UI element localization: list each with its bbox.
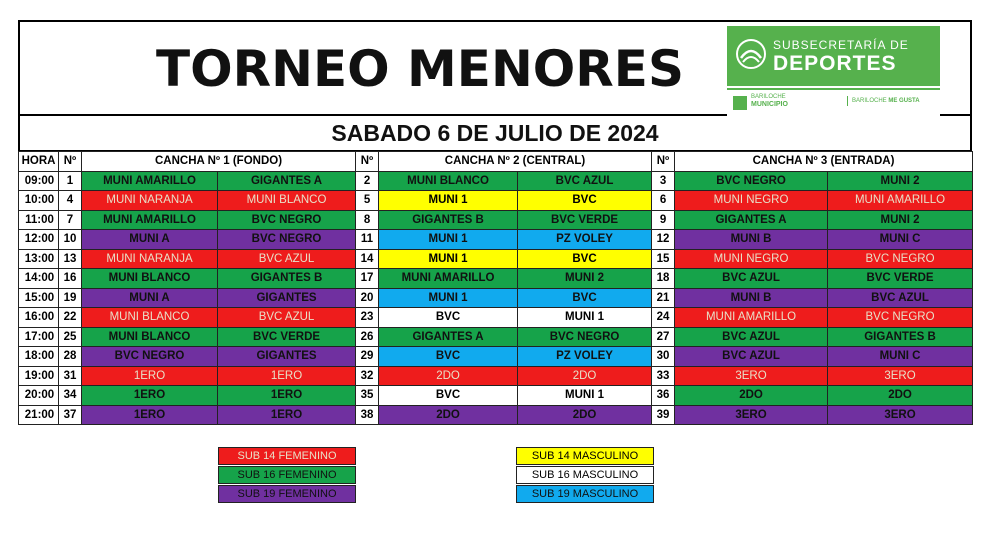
- match-number: 9: [652, 210, 675, 230]
- team-cell: MUNI B: [675, 230, 828, 250]
- header-cancha-2: CANCHA Nº 2 (CENTRAL): [379, 152, 652, 172]
- team-cell: MUNI AMARILLO: [379, 269, 518, 289]
- team-cell: MUNI 2: [518, 269, 652, 289]
- team-cell: MUNI NARANJA: [82, 249, 218, 269]
- team-cell: BVC NEGRO: [828, 308, 973, 328]
- match-number: 13: [59, 249, 82, 269]
- match-number: 21: [652, 288, 675, 308]
- table-row: [19, 210, 973, 230]
- table-row: [19, 308, 973, 328]
- team-cell: BVC: [379, 347, 518, 367]
- team-cell: MUNI BLANCO: [379, 171, 518, 191]
- team-cell: BVC VERDE: [828, 269, 973, 289]
- team-cell: MUNI 1: [379, 191, 518, 211]
- team-cell: MUNI BLANCO: [82, 308, 218, 328]
- time-cell: 18:00: [19, 347, 59, 367]
- legend-item: SUB 14 MASCULINO: [516, 447, 654, 465]
- match-number: 26: [356, 327, 379, 347]
- match-number: 22: [59, 308, 82, 328]
- team-cell: BVC AZUL: [828, 288, 973, 308]
- legend-item: SUB 19 FEMENINO: [218, 485, 356, 503]
- team-cell: MUNI NARANJA: [82, 191, 218, 211]
- team-cell: BVC NEGRO: [518, 327, 652, 347]
- time-cell: 20:00: [19, 386, 59, 406]
- match-number: 38: [356, 405, 379, 425]
- team-cell: BVC NEGRO: [218, 230, 356, 250]
- team-cell: BVC AZUL: [675, 269, 828, 289]
- team-cell: MUNI 1: [518, 386, 652, 406]
- team-cell: BVC AZUL: [518, 171, 652, 191]
- team-cell: GIGANTES: [218, 288, 356, 308]
- team-cell: MUNI 2: [828, 210, 973, 230]
- logo-city: [751, 93, 788, 109]
- legend-item: SUB 16 FEMENINO: [218, 466, 356, 484]
- match-number: 36: [652, 386, 675, 406]
- logo-city-small: BARILOCHE: [751, 94, 786, 100]
- table-row: [19, 269, 973, 289]
- team-cell: MUNI 2: [828, 171, 973, 191]
- team-cell: GIGANTES B: [379, 210, 518, 230]
- time-cell: 15:00: [19, 288, 59, 308]
- match-number: 11: [356, 230, 379, 250]
- header-hora: HORA: [19, 152, 59, 172]
- team-cell: GIGANTES: [218, 347, 356, 367]
- team-cell: 2DO: [379, 366, 518, 386]
- match-number: 7: [59, 210, 82, 230]
- match-number: 24: [652, 308, 675, 328]
- team-cell: BVC AZUL: [675, 327, 828, 347]
- match-number: 23: [356, 308, 379, 328]
- team-cell: 1ERO: [82, 366, 218, 386]
- team-cell: 3ERO: [828, 405, 973, 425]
- time-cell: 16:00: [19, 308, 59, 328]
- time-cell: 09:00: [19, 171, 59, 191]
- team-cell: BVC NEGRO: [82, 347, 218, 367]
- schedule-table: [18, 151, 973, 425]
- time-cell: 19:00: [19, 366, 59, 386]
- time-cell: 14:00: [19, 269, 59, 289]
- time-cell: 12:00: [19, 230, 59, 250]
- time-cell: 17:00: [19, 327, 59, 347]
- team-cell: 1ERO: [82, 405, 218, 425]
- team-cell: MUNI A: [82, 288, 218, 308]
- logo-slogan: [847, 96, 920, 106]
- logo-banner: [727, 26, 940, 86]
- logo-slogan-small: BARILOCHE: [852, 98, 887, 104]
- table-row: [19, 366, 973, 386]
- team-cell: 2DO: [379, 405, 518, 425]
- team-cell: GIGANTES B: [218, 269, 356, 289]
- match-number: 4: [59, 191, 82, 211]
- table-row: [19, 386, 973, 406]
- logo-slogan-main: ME GUSTA: [888, 98, 920, 104]
- table-row: [19, 405, 973, 425]
- team-cell: MUNI BLANCO: [82, 269, 218, 289]
- table-row: [19, 347, 973, 367]
- match-number: 29: [356, 347, 379, 367]
- team-cell: MUNI AMARILLO: [675, 308, 828, 328]
- team-cell: 2DO: [675, 386, 828, 406]
- match-number: 12: [652, 230, 675, 250]
- team-cell: PZ VOLEY: [518, 230, 652, 250]
- match-number: 3: [652, 171, 675, 191]
- team-cell: BVC NEGRO: [218, 210, 356, 230]
- team-cell: GIGANTES A: [379, 327, 518, 347]
- header-cancha-1: CANCHA Nº 1 (FONDO): [82, 152, 356, 172]
- team-cell: BVC: [379, 308, 518, 328]
- team-cell: GIGANTES A: [218, 171, 356, 191]
- match-number: 18: [652, 269, 675, 289]
- match-number: 33: [652, 366, 675, 386]
- team-cell: BVC: [379, 386, 518, 406]
- time-cell: 11:00: [19, 210, 59, 230]
- team-cell: MUNI 1: [518, 308, 652, 328]
- deportes-emblem-icon: [733, 36, 769, 72]
- time-cell: 13:00: [19, 249, 59, 269]
- match-number: 34: [59, 386, 82, 406]
- legend-item: SUB 19 MASCULINO: [516, 485, 654, 503]
- match-number: 10: [59, 230, 82, 250]
- team-cell: MUNI NEGRO: [675, 191, 828, 211]
- match-number: 39: [652, 405, 675, 425]
- header-cancha-3: CANCHA Nº 3 (ENTRADA): [675, 152, 973, 172]
- legend-item: SUB 16 MASCULINO: [516, 466, 654, 484]
- team-cell: BVC NEGRO: [828, 249, 973, 269]
- team-cell: BVC: [518, 288, 652, 308]
- table-row: [19, 191, 973, 211]
- team-cell: MUNI BLANCO: [218, 191, 356, 211]
- team-cell: MUNI BLANCO: [82, 327, 218, 347]
- team-cell: 3ERO: [828, 366, 973, 386]
- time-cell: 10:00: [19, 191, 59, 211]
- match-number: 31: [59, 366, 82, 386]
- team-cell: 1ERO: [218, 366, 356, 386]
- match-number: 30: [652, 347, 675, 367]
- match-number: 27: [652, 327, 675, 347]
- logo-city-main: MUNICIPIO: [751, 101, 788, 108]
- header-num-2: Nº: [356, 152, 379, 172]
- match-number: 32: [356, 366, 379, 386]
- team-cell: BVC VERDE: [518, 210, 652, 230]
- match-number: 1: [59, 171, 82, 191]
- team-cell: GIGANTES B: [828, 327, 973, 347]
- header-num-3: Nº: [652, 152, 675, 172]
- table-row: [19, 230, 973, 250]
- team-cell: 3ERO: [675, 366, 828, 386]
- team-cell: 2DO: [518, 405, 652, 425]
- table-header-row: [19, 152, 973, 172]
- team-cell: MUNI 1: [379, 288, 518, 308]
- team-cell: MUNI B: [675, 288, 828, 308]
- team-cell: 3ERO: [675, 405, 828, 425]
- team-cell: BVC NEGRO: [675, 171, 828, 191]
- match-number: 20: [356, 288, 379, 308]
- team-cell: BVC AZUL: [218, 308, 356, 328]
- team-cell: 2DO: [828, 386, 973, 406]
- match-number: 37: [59, 405, 82, 425]
- logo-name: DEPORTES: [773, 52, 897, 75]
- event-date: SABADO 6 DE JULIO DE 2024: [18, 116, 972, 152]
- team-cell: MUNI AMARILLO: [828, 191, 973, 211]
- table-row: [19, 327, 973, 347]
- logo-footer: [727, 88, 940, 116]
- logo-subtitle: SUBSECRETARÍA DE: [773, 38, 909, 52]
- team-cell: 1ERO: [218, 386, 356, 406]
- team-cell: 1ERO: [82, 386, 218, 406]
- match-number: 15: [652, 249, 675, 269]
- time-cell: 21:00: [19, 405, 59, 425]
- match-number: 14: [356, 249, 379, 269]
- team-cell: MUNI 1: [379, 230, 518, 250]
- match-number: 17: [356, 269, 379, 289]
- match-number: 35: [356, 386, 379, 406]
- team-cell: BVC: [518, 249, 652, 269]
- team-cell: MUNI C: [828, 347, 973, 367]
- team-cell: PZ VOLEY: [518, 347, 652, 367]
- match-number: 2: [356, 171, 379, 191]
- team-cell: 1ERO: [218, 405, 356, 425]
- team-cell: MUNI AMARILLO: [82, 210, 218, 230]
- team-cell: BVC AZUL: [675, 347, 828, 367]
- team-cell: MUNI NEGRO: [675, 249, 828, 269]
- match-number: 28: [59, 347, 82, 367]
- match-number: 5: [356, 191, 379, 211]
- team-cell: MUNI C: [828, 230, 973, 250]
- team-cell: MUNI 1: [379, 249, 518, 269]
- deportes-logo: [727, 26, 940, 114]
- table-row: [19, 171, 973, 191]
- header-box: [18, 20, 972, 116]
- match-number: 25: [59, 327, 82, 347]
- legend-item: SUB 14 FEMENINO: [218, 447, 356, 465]
- match-number: 6: [652, 191, 675, 211]
- team-cell: BVC VERDE: [218, 327, 356, 347]
- team-cell: BVC: [518, 191, 652, 211]
- team-cell: GIGANTES A: [675, 210, 828, 230]
- team-cell: MUNI AMARILLO: [82, 171, 218, 191]
- match-number: 19: [59, 288, 82, 308]
- page-title: TORNEO MENORES: [156, 40, 684, 98]
- team-cell: MUNI A: [82, 230, 218, 250]
- match-number: 8: [356, 210, 379, 230]
- table-row: [19, 288, 973, 308]
- match-number: 16: [59, 269, 82, 289]
- team-cell: BVC AZUL: [218, 249, 356, 269]
- municipio-icon: [733, 96, 747, 110]
- header-num-1: Nº: [59, 152, 82, 172]
- table-row: [19, 249, 973, 269]
- team-cell: 2DO: [518, 366, 652, 386]
